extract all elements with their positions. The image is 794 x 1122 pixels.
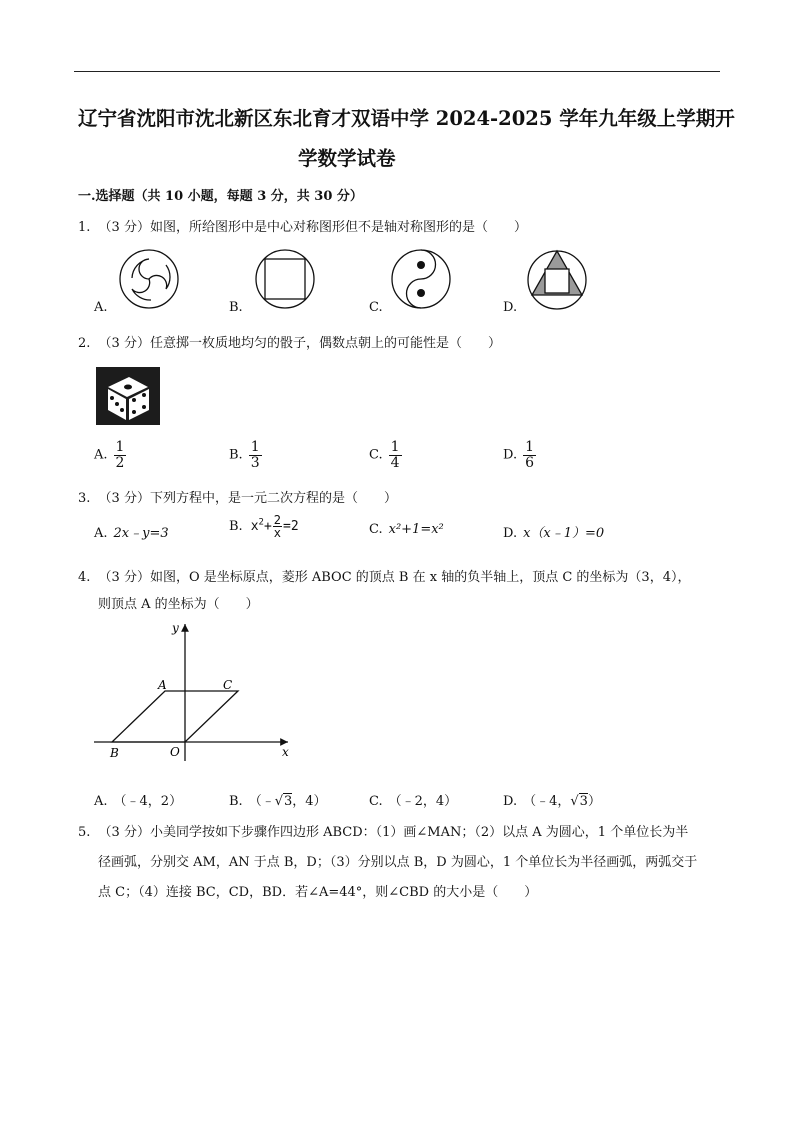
q2-option-b[interactable]: B. $\frac{1}{3}$ bbox=[229, 439, 260, 471]
q4-number: 4. bbox=[78, 570, 91, 585]
q1d-square bbox=[545, 269, 569, 293]
label-c: C bbox=[223, 678, 233, 692]
dice-pip bbox=[142, 405, 146, 409]
q5-number: 5. bbox=[78, 825, 91, 840]
label-b: B bbox=[110, 746, 119, 760]
dice-image bbox=[96, 367, 160, 425]
q3-option-d[interactable]: D. x（x﹣1）=0 bbox=[503, 526, 605, 541]
q1a-arc-3 bbox=[132, 279, 151, 300]
q1-option-b[interactable]: B. bbox=[229, 300, 243, 315]
dice-pip bbox=[142, 393, 146, 397]
q2-number: 2. bbox=[78, 336, 91, 351]
q2d-fraction: $\frac{1}{6}$ bbox=[525, 439, 535, 471]
q2 bbox=[78, 332, 501, 351]
q3-option-c[interactable]: C. x²+1=x² bbox=[369, 522, 444, 537]
label-y: y bbox=[172, 621, 179, 635]
q1a-arc-2 bbox=[149, 265, 170, 289]
q1-figure-d bbox=[526, 247, 590, 313]
q4-option-b[interactable]: B. （﹣√3，4） bbox=[229, 794, 327, 809]
q2b-fraction: $\frac{1}{3}$ bbox=[250, 439, 260, 471]
q1-number: 1. bbox=[78, 220, 91, 235]
dice-pip bbox=[124, 385, 132, 390]
q4-option-d[interactable]: D. （﹣4，√3） bbox=[503, 794, 601, 809]
q1c-dot-bottom bbox=[417, 289, 425, 297]
header-rule bbox=[74, 71, 720, 72]
q2c-fraction: $\frac{1}{4}$ bbox=[390, 439, 400, 471]
q2a-fraction: $\frac{1}{2}$ bbox=[115, 439, 125, 471]
dice-pip bbox=[115, 402, 119, 406]
q1a-arc-1 bbox=[132, 259, 149, 279]
rhombus-abco bbox=[112, 691, 238, 742]
q1-option-a[interactable]: A. bbox=[94, 300, 108, 315]
q4-rhombus-figure bbox=[88, 616, 298, 766]
q2-option-d[interactable]: D. $\frac{1}{6}$ bbox=[503, 439, 535, 471]
q5 bbox=[78, 821, 688, 840]
q1-figure-a bbox=[118, 248, 182, 312]
q1b-square bbox=[265, 259, 305, 299]
q3-text: （3 分）下列方程中，是一元二次方程的是（ ） bbox=[98, 491, 397, 506]
q3 bbox=[78, 487, 397, 506]
q3-number: 3. bbox=[78, 491, 91, 506]
q4-option-c[interactable]: C. （﹣2，4） bbox=[369, 794, 458, 809]
q5-line2: 径画弧，分别交 AM，AN 于点 B，D；（3）分别以点 B，D 为圆心，1 个单位长为半径画弧，两弧交于 bbox=[98, 855, 698, 870]
q4 bbox=[78, 566, 690, 585]
q4-text-line1: （3 分）如图，O 是坐标原点，菱形 ABOC 的顶点 B 在 x 轴的负半轴上，顶点 C 的坐标为（3，4）， bbox=[98, 570, 691, 585]
q1-option-c[interactable]: C. bbox=[369, 300, 383, 315]
section-heading: 一.选择题（共 10 小题，每题 3 分，共 30 分） bbox=[78, 189, 363, 204]
q1-figure-c bbox=[390, 248, 454, 312]
q2-option-c[interactable]: C. $\frac{1}{4}$ bbox=[369, 439, 400, 471]
q2-option-a[interactable]: A. $\frac{1}{2}$ bbox=[94, 439, 125, 471]
label-x: x bbox=[282, 745, 289, 759]
dice-pip bbox=[132, 410, 136, 414]
q3-option-a[interactable]: A. 2x﹣y=3 bbox=[94, 526, 169, 541]
q1 bbox=[78, 216, 527, 235]
q5-line3: 点 C；（4）连接 BC，CD，BD．若∠A=44°，则∠CBD 的大小是（ ） bbox=[98, 885, 538, 900]
label-o: O bbox=[170, 745, 180, 759]
page-title-line2: 学数学试卷 bbox=[298, 147, 396, 170]
q2-text: （3 分）任意掷一枚质地均匀的骰子，偶数点朝上的可能性是（ ） bbox=[98, 336, 501, 351]
label-a: A bbox=[158, 678, 167, 692]
dice-pip bbox=[132, 398, 136, 402]
dice-pip bbox=[120, 408, 124, 412]
q4-option-a[interactable]: A. （﹣4，2） bbox=[94, 794, 183, 809]
q1c-dot-top bbox=[417, 261, 425, 269]
page-title-line1: 辽宁省沈阳市沈北新区东北育才双语中学 2024-2025 学年九年级上学期开 bbox=[78, 107, 735, 130]
q1-figure-b bbox=[254, 248, 318, 312]
q5-line1: （3 分）小美同学按如下步骤作四边形 ABCD：（1）画∠MAN；（2）以点 A 为圆心，1 个单位长为半 bbox=[98, 825, 689, 840]
q1c-s-curve bbox=[407, 250, 436, 308]
dice-pip bbox=[110, 396, 114, 400]
q3-option-b[interactable]: B. $x^2+$ $\frac{2}{x}$ =2 bbox=[229, 513, 299, 540]
q1-option-d[interactable]: D. bbox=[503, 300, 518, 315]
q1-text: （3 分）如图，所给图形中是中心对称图形但不是轴对称图形的是（ ） bbox=[98, 220, 527, 235]
q4-text-line2: 则顶点 A 的坐标为（ ） bbox=[98, 597, 259, 612]
